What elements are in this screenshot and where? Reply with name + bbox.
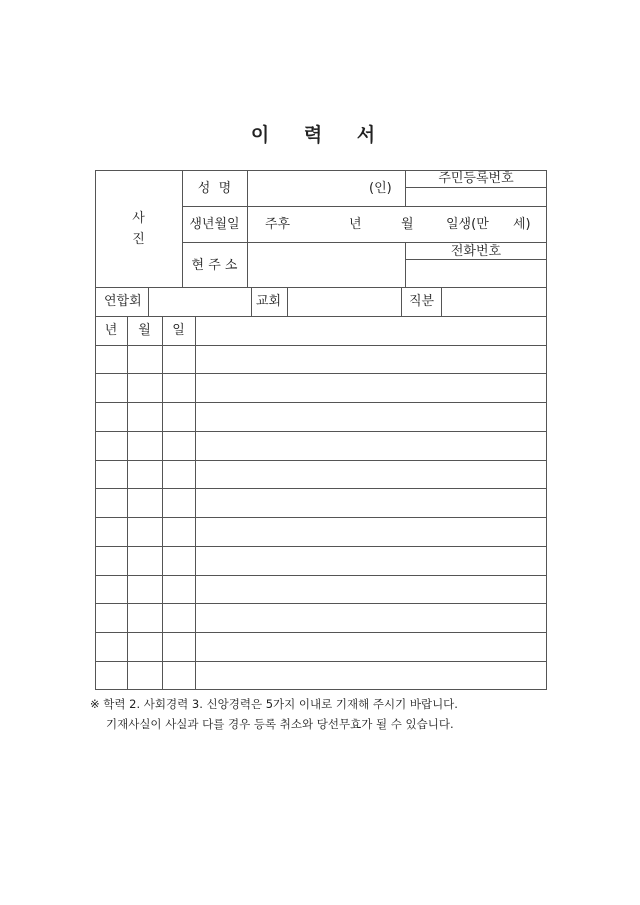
- church-label: 교회: [256, 294, 282, 309]
- union-label: 연합회: [104, 294, 142, 309]
- photo-label-line2: 진: [132, 232, 145, 247]
- history-year-header: 년: [104, 323, 118, 338]
- birthdate-month-unit: 월: [401, 217, 414, 232]
- resident-number-label: 주민등록번호: [438, 171, 514, 186]
- history-day-header: 일: [172, 323, 185, 338]
- birthdate-age-unit: 세): [513, 217, 531, 232]
- birthdate-year-unit: 년: [349, 217, 362, 232]
- birthdate-label: 생년월일: [189, 217, 240, 232]
- position-label: 직분: [409, 294, 435, 309]
- birthdate-day-age: 일생(만: [446, 217, 489, 232]
- page-title: 이 력 서: [250, 124, 390, 146]
- history-month-header: 월: [138, 323, 151, 338]
- birthdate-era: 주후: [265, 217, 291, 232]
- name-label: 성 명: [197, 181, 232, 196]
- address-label: 현 주 소: [191, 258, 238, 273]
- note-line-1: ※ 학력 2. 사회경력 3. 신앙경력은 5가지 이내로 기재해 주시기 바랍니다.: [90, 697, 458, 711]
- seal-mark: (인): [369, 181, 392, 196]
- photo-label-line1: 사: [132, 211, 145, 226]
- resume-form: [95, 170, 547, 690]
- phone-label: 전화번호: [450, 244, 502, 259]
- note-line-2: 기재사실이 사실과 다를 경우 등록 취소와 당선무효가 될 수 있습니다.: [106, 717, 454, 731]
